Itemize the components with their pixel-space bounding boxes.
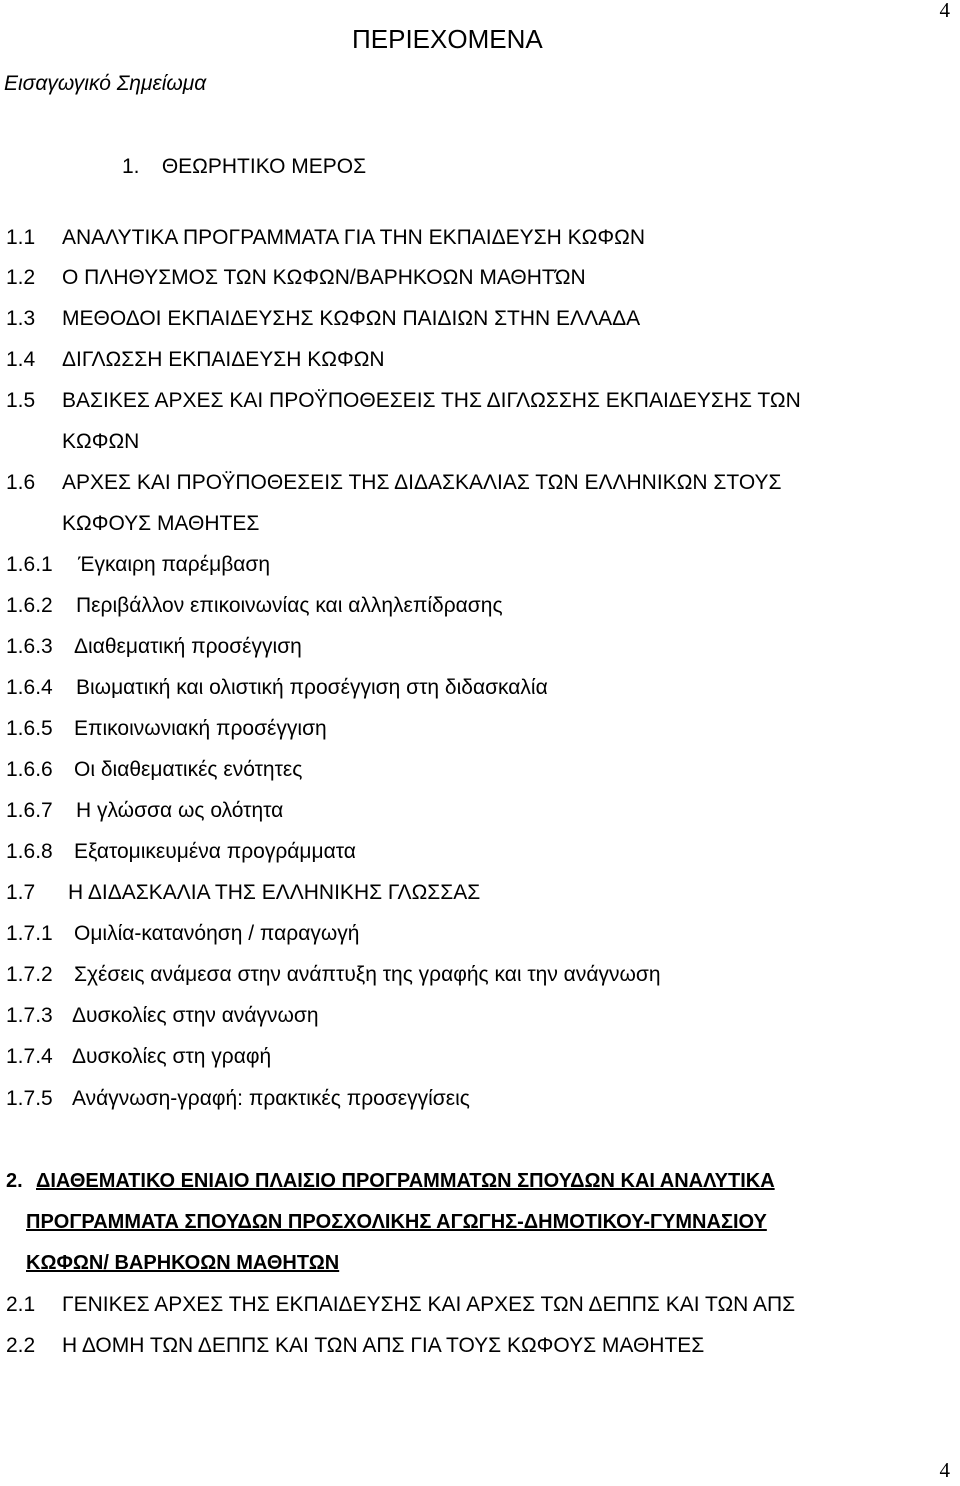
toc-entry-text: Η ΔΟΜΗ ΤΩΝ ΔΕΠΠΣ ΚΑΙ ΤΩΝ ΑΠΣ ΓΙΑ ΤΟΥΣ ΚΩΦΟΥΣ ΜΑΘΗΤΕΣ	[62, 1334, 705, 1357]
toc-entry-number: 1.7.4	[6, 1045, 53, 1068]
toc-entry-text: Ομιλία-κατανόηση / παραγωγή	[74, 922, 360, 945]
toc-entry-number: 1.6.4	[6, 676, 53, 699]
part-2-title-line-2: ΠΡΟΓΡΑΜΜΑΤΑ ΣΠΟΥΔΩΝ ΠΡΟΣΧΟΛΙΚΗΣ ΑΓΩΓΗΣ-ΔΗΜΟΤΙΚΟΥ-ΓΥΜΝΑΣΙΟΥ	[26, 1211, 767, 1233]
toc-entry-text: ΚΩΦΟΥΣ ΜΑΘΗΤΕΣ	[62, 512, 260, 535]
toc-entry-text: Ανάγνωση-γραφή: πρακτικές προσεγγίσεις	[72, 1087, 470, 1110]
part-2-heading-continuation[interactable]	[26, 1210, 767, 1234]
toc-entry-number: 1.7.5	[6, 1087, 53, 1110]
toc-entry-number: 1.7.2	[6, 963, 53, 986]
toc-entry-number: 1.5	[6, 389, 36, 412]
part-1-heading[interactable]	[122, 155, 366, 179]
toc-entry-text: Οι διαθεματικές ενότητες	[74, 758, 303, 781]
toc-entry-number: 1.6.1	[6, 553, 53, 576]
toc-entry-number: 1.7	[6, 881, 36, 904]
toc-entry-number: 1.3	[6, 307, 36, 330]
toc-entry-number: 1.6	[6, 471, 36, 494]
toc-entry-text: ΜΕΘΟΔΟΙ ΕΚΠΑΙΔΕΥΣΗΣ ΚΩΦΩΝ ΠΑΙΔΙΩΝ ΣΤΗΝ ΕΛΛΑΔΑ	[62, 307, 641, 330]
toc-entry-number: 1.4	[6, 348, 36, 371]
toc-entry-text: Εξατομικευμένα προγράμματα	[74, 840, 356, 863]
part-2-title-line-1: ΔΙΑΘΕΜΑΤΙΚΟ ΕΝΙΑΙΟ ΠΛΑΙΣΙΟ ΠΡΟΓΡΑΜΜΑΤΩΝ ΣΠΟΥΔΩΝ ΚΑΙ ΑΝΑΛΥΤΙΚΑ	[36, 1170, 775, 1192]
toc-entry-number: 1.2	[6, 266, 36, 289]
toc-entry-text: ΑΡΧΕΣ ΚΑΙ ΠΡΟΫΠΟΘΕΣΕΙΣ ΤΗΣ ΔΙΔΑΣΚΑΛΙΑΣ ΤΩΝ ΕΛΛΗΝΙΚΩΝ ΣΤΟΥΣ	[62, 471, 782, 494]
toc-entry-number: 2.2	[6, 1334, 36, 1357]
part-2-heading[interactable]	[6, 1169, 775, 1193]
toc-entry-text: ΑΝΑΛΥΤΙΚΑ ΠΡΟΓΡΑΜΜΑΤΑ ΓΙΑ ΤΗΝ ΕΚΠΑΙΔΕΥΣΗ ΚΩΦΩΝ	[62, 226, 645, 249]
toc-entry-number: 1.6.2	[6, 594, 53, 617]
toc-entry-text: Δυσκολίες στη γραφή	[72, 1045, 272, 1068]
toc-entry-text: ΓΕΝΙΚΕΣ ΑΡΧΕΣ ΤΗΣ ΕΚΠΑΙΔΕΥΣΗΣ ΚΑΙ ΑΡΧΕΣ ΤΩΝ ΔΕΠΠΣ ΚΑΙ ΤΩΝ ΑΠΣ	[62, 1293, 796, 1316]
toc-entry-text: Βιωματική και ολιστική προσέγγιση στη διδασκαλία	[76, 676, 548, 699]
toc-entry-text: ΒΑΣΙΚΕΣ ΑΡΧΕΣ ΚΑΙ ΠΡΟΫΠΟΘΕΣΕΙΣ ΤΗΣ ΔΙΓΛΩΣΣΗΣ ΕΚΠΑΙΔΕΥΣΗΣ ΤΩΝ	[62, 389, 801, 412]
toc-entry-number: 1.6.5	[6, 717, 53, 740]
part-2-title-line-3: ΚΩΦΩΝ/ ΒΑΡΗΚΟΩΝ ΜΑΘΗΤΩΝ	[26, 1252, 340, 1274]
page-number-bottom: 4	[939, 1458, 950, 1482]
toc-entry-number: 1.7.1	[6, 922, 53, 945]
toc-entry-number: 1.6.3	[6, 635, 53, 658]
toc-entry-text: Δυσκολίες στην ανάγνωση	[72, 1004, 319, 1027]
toc-entry-number: 2.1	[6, 1293, 36, 1316]
toc-entry-text: Η ΔΙΔΑΣΚΑΛΙΑ ΤΗΣ ΕΛΛΗΝΙΚΗΣ ΓΛΩΣΣΑΣ	[68, 881, 481, 904]
part-2-number: 2.	[6, 1170, 23, 1192]
toc-entry-text: ΔΙΓΛΩΣΣΗ ΕΚΠΑΙΔΕΥΣΗ ΚΩΦΩΝ	[62, 348, 385, 371]
toc-entry-number: 1.6.8	[6, 840, 53, 863]
toc-entry-text: Ο ΠΛΗΘΥΣΜΟΣ ΤΩΝ ΚΩΦΩΝ/ΒΑΡΗΚΟΩΝ ΜΑΘΗΤΏΝ	[62, 266, 586, 289]
page-title: ΠΕΡΙΕΧΟΜΕΝΑ	[352, 24, 543, 54]
toc-entry-number: 1.6.6	[6, 758, 53, 781]
toc-entry-text: Επικοινωνιακή προσέγγιση	[74, 717, 327, 740]
page-number-top: 4	[939, 0, 950, 22]
toc-entry-intro[interactable]: Εισαγωγικό Σημείωμα	[4, 72, 207, 95]
toc-entry-text: Σχέσεις ανάμεσα στην ανάπτυξη της γραφής και την ανάγνωση	[74, 963, 661, 986]
part-1-number: 1.	[122, 155, 140, 178]
toc-entry-text: Διαθεματική προσέγγιση	[74, 635, 302, 658]
toc-entry-number: 1.7.3	[6, 1004, 53, 1027]
toc-entry-number: 1.1	[6, 226, 36, 249]
toc-entry-number: 1.6.7	[6, 799, 53, 822]
toc-entry-text: Η γλώσσα ως ολότητα	[76, 799, 284, 822]
part-2-heading-continuation[interactable]	[26, 1251, 339, 1275]
part-1-label: ΘΕΩΡΗΤΙΚΟ ΜΕΡΟΣ	[161, 155, 367, 178]
toc-entry-text: Έγκαιρη παρέμβαση	[78, 553, 271, 576]
toc-entry-text: Περιβάλλον επικοινωνίας και αλληλεπίδρασης	[76, 594, 503, 617]
toc-entry-text: ΚΩΦΩΝ	[62, 430, 140, 453]
